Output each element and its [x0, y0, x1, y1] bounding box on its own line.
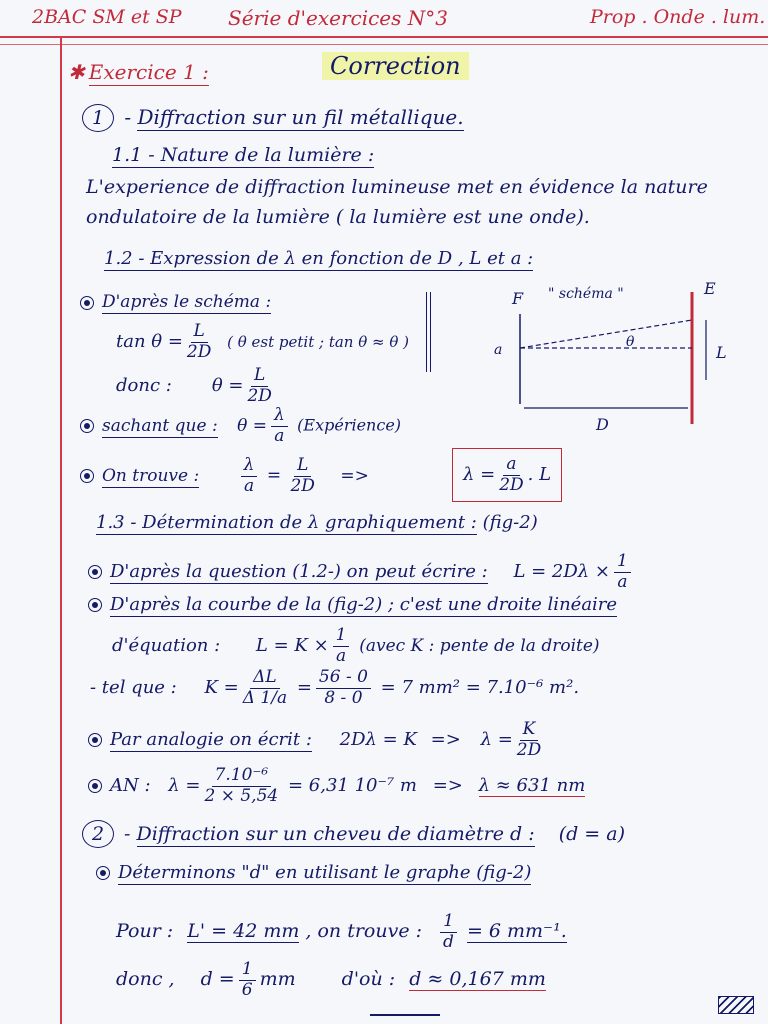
q11-label: 1.1 - Nature de la lumière : [112, 144, 375, 166]
lambda-result-box: λ = $\frac{a}{2D}$ . L [452, 448, 562, 502]
q12-b2: sachant que : θ = $\frac{\lambda}{a}$ (Expérience) [80, 406, 401, 446]
bullet-icon [88, 565, 102, 579]
diffraction-diagram [480, 274, 740, 434]
bullet-icon [88, 779, 102, 793]
d-final: d ≈ 0,167 mm [409, 968, 546, 991]
lambda-final: λ ≈ 631 nm [478, 775, 586, 797]
q13-b3: Par analogie on écrit : 2Dλ = K => λ = $\frac{K}{2D}$ [88, 720, 545, 760]
part2-b1: Déterminons "d" en utilisant le graphe (fig-2) [96, 864, 531, 882]
exercise-heading: ✱ Exercice 1 : [68, 60, 209, 84]
topic-label: Prop . Onde . lum. [590, 6, 766, 28]
ray-top [520, 320, 692, 348]
margin-rule [60, 36, 62, 1024]
bullet-icon [88, 598, 102, 612]
q13-equation: d'équation : L = K × $\frac{1}{a}$ (avec K : pente de la droite) [112, 625, 600, 666]
label-D: D [596, 415, 609, 434]
part2-heading: 2 - Diffraction sur un cheveu de diamètre d : (d = a) [82, 820, 625, 848]
bullet-icon [80, 296, 94, 310]
slope-K: - tel que : K = $\frac{\Delta L}{\Delta 1/a}$ = $\frac{56 - 0}{8 - 0}$ = 7 mm² = 7.10⁻⁶ m². [90, 667, 580, 708]
part2-number: 2 [82, 820, 114, 848]
header-rule [0, 36, 768, 38]
q12-b3: On trouve : $\frac{\lambda}{a}$ = $\frac{L}{2D}$ => [80, 456, 369, 496]
series-title: Série d'exercices N°3 [228, 6, 448, 30]
q12-b1: D'après le schéma : [80, 294, 271, 311]
q11-text1: L'experience de diffraction lumineuse met en évidence la nature [86, 176, 708, 198]
part2-pour: Pour : L' = 42 mm , on trouve : $\frac{1}{d}$ = 6 mm⁻¹. [116, 911, 567, 952]
separator-lines [426, 292, 431, 372]
bullet-icon [80, 469, 94, 483]
q13-b2: D'après la courbe de la (fig-2) ; c'est une droite linéaire [88, 596, 617, 614]
end-mark-icon [718, 996, 754, 1014]
footer-rule [370, 1014, 440, 1016]
label-a: a [494, 342, 503, 358]
q13-label: 1.3 - Détermination de λ graphiquement : (fig-2) [96, 512, 538, 533]
q13-b1: D'après la question (1.2-) on peut écrire : L = 2Dλ × $\frac{1}{a}$ [88, 552, 635, 592]
class-label: 2BAC SM et SP [32, 6, 182, 28]
theta-equation: donc : θ = $\frac{L}{2D}$ [116, 365, 272, 406]
label-L: L [716, 343, 727, 362]
header-rule-thin [0, 44, 768, 45]
q11-text2: ondulatoire de la lumière ( la lumière est une onde). [86, 206, 590, 228]
tan-equation: tan θ = $\frac{L}{2D}$ ( θ est petit ; tan θ ≈ θ ) [116, 321, 410, 362]
page-title: Correction [322, 52, 469, 80]
q13-b4: AN : λ = $\frac{\text{7.10⁻⁶}}{2 \times 5,54}$ = 6,31 10⁻⁷ m => λ ≈ 631 nm [88, 766, 585, 806]
part1-number: 1 [82, 104, 114, 132]
q12-label: 1.2 - Expression de λ en fonction de D , L et a : [104, 248, 534, 269]
part1-heading: 1 - Diffraction sur un fil métallique. [82, 104, 464, 132]
bullet-icon [96, 866, 110, 880]
label-F: F [512, 289, 524, 308]
bullet-icon [80, 419, 94, 433]
part2-result: donc , d = $\frac{1}{6}$ mm d'où : d ≈ 0,167 mm [116, 959, 546, 1000]
label-theta: θ [626, 334, 635, 350]
label-E: E [704, 279, 716, 298]
bullet-icon [88, 733, 102, 747]
schema-label: " schéma " [548, 286, 624, 302]
